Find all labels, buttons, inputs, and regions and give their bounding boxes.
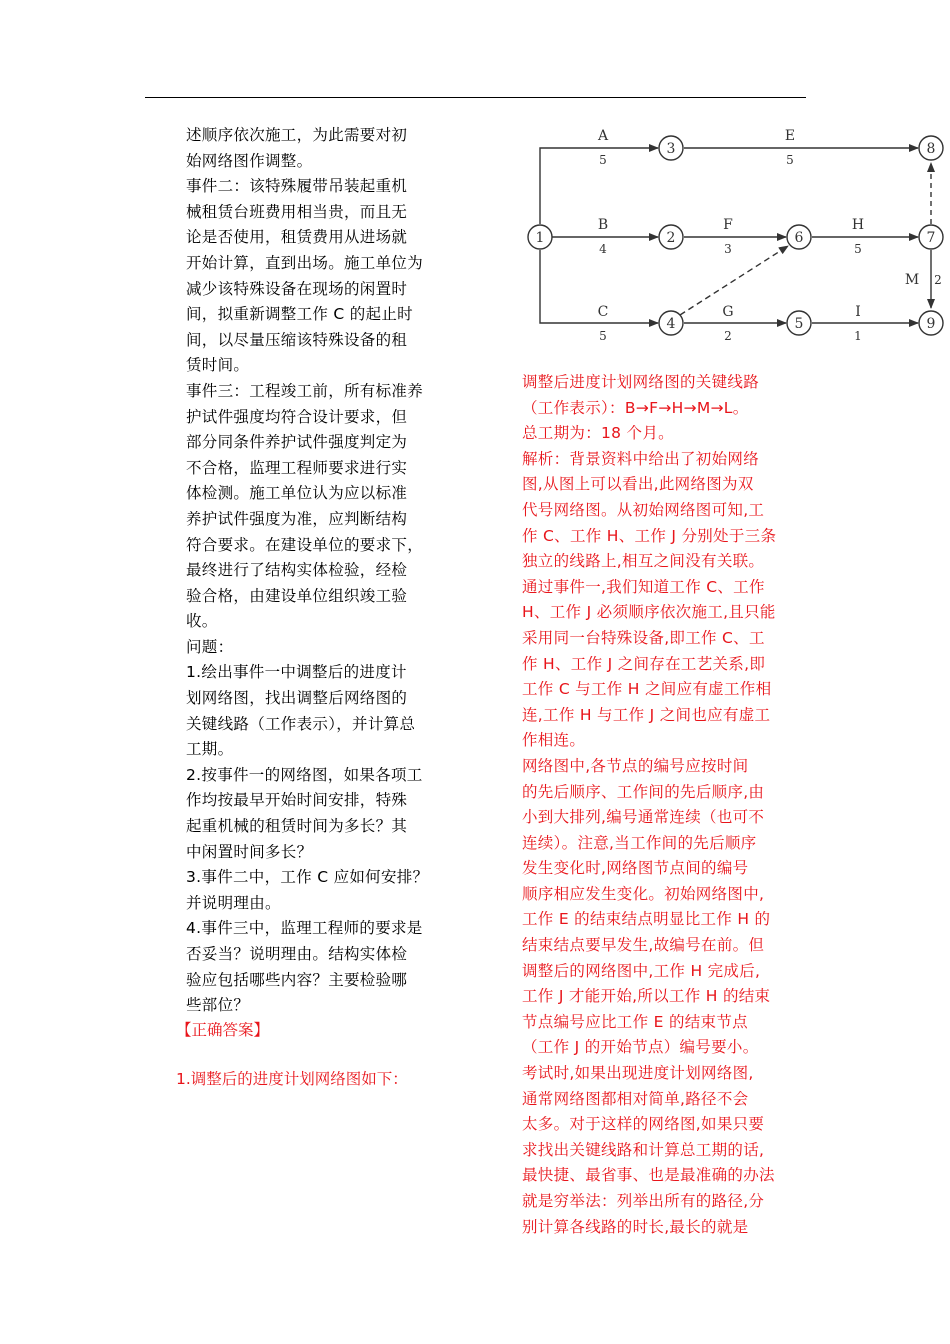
node-label: 6 bbox=[794, 230, 804, 246]
activity-name-label: E bbox=[784, 128, 796, 144]
left-text-line: 3.事件二中，工作 C 应如何安排？ bbox=[186, 868, 429, 887]
header-rule bbox=[145, 97, 806, 98]
right-text-line: 调整后的网络图中,工作 H 完成后, bbox=[522, 961, 761, 980]
activity-name-label: I bbox=[855, 304, 861, 320]
activity-duration-label: 5 bbox=[599, 153, 607, 167]
node-label: 4 bbox=[666, 316, 676, 332]
left-text-line: 部分同条件养护试件强度判定为 bbox=[186, 433, 408, 452]
right-text-line: 独立的线路上,相互之间没有关联。 bbox=[522, 552, 765, 571]
activity-duration-label: 2 bbox=[934, 273, 942, 287]
right-text-line: 求找出关键线路和计算总工期的话, bbox=[522, 1140, 765, 1159]
left-text-line: 符合要求。在建设单位的要求下， bbox=[186, 535, 424, 554]
activity-name-label: B bbox=[597, 217, 609, 233]
left-text-line: 划网络图，找出调整后网络图的 bbox=[186, 689, 408, 708]
activity-duration-label: 3 bbox=[724, 242, 732, 256]
activity-name-label: C bbox=[597, 304, 609, 320]
right-text-line: 调整后进度计划网络图的关键线路 bbox=[522, 373, 760, 391]
right-text-line: 的先后顺序、工作间的先后顺序,由 bbox=[522, 782, 765, 801]
left-text-line: 械租赁台班费用相当贵，而且无 bbox=[186, 202, 408, 221]
left-text-line: 间，拟重新调整工作 C 的起止时 bbox=[186, 305, 413, 324]
right-text-line: 采用同一台特殊设备,即工作 C、工 bbox=[522, 628, 765, 647]
right-text-line: 通常网络图都相对简单,路径不会 bbox=[522, 1089, 749, 1108]
left-text-line: 体检测。施工单位认为应以标准 bbox=[186, 484, 408, 503]
left-text-line: 验应包括哪些内容？主要检验哪 bbox=[186, 970, 408, 989]
activity-name-label: M bbox=[904, 272, 920, 288]
left-text-line: 关键线路（工作表示），并计算总 bbox=[186, 714, 416, 733]
right-text-line: 就是穷举法：列举出所有的路径,分 bbox=[522, 1192, 765, 1210]
left-text-line: 中闲置时间多长？ bbox=[186, 842, 313, 861]
right-text-line: （工作 J 的开始节点）编号要小。 bbox=[522, 1038, 759, 1057]
right-text-line: 考试时,如果出现进度计划网络图, bbox=[522, 1064, 754, 1083]
left-text-line: 些部位？ bbox=[186, 996, 250, 1015]
activity-name-label: H bbox=[851, 217, 865, 233]
left-text-line: 减少该特殊设备在现场的闲置时 bbox=[186, 279, 408, 298]
left-text-column bbox=[186, 123, 434, 1019]
right-text-line: 工作 J 才能开始,所以工作 H 的结束 bbox=[522, 987, 771, 1006]
left-text-line: 最终进行了结构实体检验，经检 bbox=[186, 561, 408, 580]
left-text-line: 赁时间。 bbox=[186, 356, 250, 375]
right-text-line: 发生变化时,网络图节点间的编号 bbox=[522, 859, 749, 878]
left-text-line: 收。 bbox=[186, 612, 218, 631]
left-text-line: 工期。 bbox=[186, 740, 234, 759]
activity-duration-label: 2 bbox=[724, 329, 732, 343]
answer-1-text: 1.调整后的进度计划网络图如下： bbox=[176, 1070, 408, 1088]
right-text-line: 工作 E 的结束结点明显比工作 H 的 bbox=[522, 910, 771, 929]
activity-name-label: G bbox=[722, 304, 734, 320]
right-text-line: 别计算各线路的时长,最长的就是 bbox=[522, 1217, 749, 1236]
right-text-line: 太多。对于这样的网络图,如果只要 bbox=[522, 1115, 765, 1134]
right-text-line: 作 C、工作 H、工作 J 分别处于三条 bbox=[522, 526, 777, 545]
right-text-line: 连续）。注意,当工作间的先后顺序 bbox=[522, 833, 757, 852]
node-label: 1 bbox=[535, 230, 545, 246]
right-text-line: 节点编号应比工作 E 的结束节点 bbox=[522, 1012, 748, 1031]
node-label: 3 bbox=[666, 141, 676, 157]
left-text-line: 4.事件三中，监理工程师的要求是 bbox=[186, 919, 423, 938]
activity-name-label: F bbox=[723, 217, 733, 233]
activity-duration-label: 5 bbox=[786, 153, 794, 167]
right-text-line: 连,工作 H 与工作 J 之间也应有虚工 bbox=[522, 705, 771, 724]
left-text-line: 验合格，由建设单位组织竣工验 bbox=[186, 586, 408, 605]
left-text-line: 否妥当？说明理由。结构实体检 bbox=[186, 945, 408, 963]
activity-duration-label: 5 bbox=[599, 329, 607, 343]
activity-name-label: A bbox=[597, 128, 609, 144]
left-text-line: 始网络图作调整。 bbox=[186, 151, 313, 170]
left-text-line: 间，以尽量压缩该特殊设备的租 bbox=[186, 330, 408, 349]
right-text-line: 小到大排列,编号通常连续（也可不 bbox=[522, 808, 765, 827]
node-label: 2 bbox=[666, 230, 676, 246]
left-text-line: 开始计算，直到出场。施工单位为 bbox=[186, 253, 424, 272]
activity-duration-label: 4 bbox=[599, 242, 607, 256]
right-text-line: （工作表示）：B→F→H→M→L。 bbox=[522, 398, 749, 417]
right-text-line: H、工作 J 必须顺序依次施工,且只能 bbox=[522, 603, 776, 622]
right-text-line: 最快捷、最省事、也是最准确的办法 bbox=[522, 1166, 775, 1185]
left-text-line: 并说明理由。 bbox=[186, 893, 281, 912]
activity-duration-label: 1 bbox=[854, 329, 862, 343]
right-text-line: 结束结点要早发生,故编号在前。但 bbox=[522, 936, 765, 955]
left-text-line: 事件二：该特殊履带吊装起重机 bbox=[186, 177, 408, 196]
node-label: 7 bbox=[926, 230, 936, 246]
left-text-line: 2.按事件一的网络图，如果各项工 bbox=[186, 765, 423, 784]
right-text-line: 作相连。 bbox=[522, 731, 586, 750]
left-text-line: 述顺序依次施工，为此需要对初 bbox=[186, 126, 408, 144]
network-diagram bbox=[518, 118, 950, 348]
left-text-line: 养护试件强度为准，应判断结构 bbox=[186, 509, 408, 528]
left-text-line: 作均按最早开始时间安排，特殊 bbox=[186, 791, 408, 810]
left-text-line: 护试件强度均符合设计要求，但 bbox=[186, 407, 408, 426]
right-text-line: 通过事件一,我们知道工作 C、工作 bbox=[522, 577, 765, 596]
left-text-line: 起重机械的租赁时间为多长？其 bbox=[186, 817, 408, 836]
right-text-line: 总工期为：18 个月。 bbox=[522, 424, 674, 443]
left-text-line: 1.绘出事件一中调整后的进度计 bbox=[186, 663, 407, 682]
right-text-line: 工作 C 与工作 H 之间应有虚工作相 bbox=[522, 680, 772, 699]
left-text-line: 不合格，监理工程师要求进行实 bbox=[186, 458, 408, 477]
right-text-line: 作 H、工作 J 之间存在工艺关系,即 bbox=[522, 654, 766, 673]
right-text-line: 解析：背景资料中给出了初始网络 bbox=[522, 449, 760, 468]
right-text-line: 网络图中,各节点的编号应按时间 bbox=[522, 756, 749, 775]
node-label: 5 bbox=[794, 316, 804, 332]
right-text-column bbox=[522, 370, 780, 1240]
answer-heading: 【正确答案】 bbox=[176, 1021, 270, 1039]
node-label: 9 bbox=[926, 316, 936, 332]
node-label: 8 bbox=[926, 141, 936, 157]
right-text-line: 顺序相应发生变化。初始网络图中, bbox=[522, 884, 765, 903]
right-text-line: 图,从图上可以看出,此网络图为双 bbox=[522, 475, 754, 494]
activity-duration-label: 5 bbox=[854, 242, 862, 256]
left-text-line: 问题： bbox=[186, 637, 234, 656]
left-text-line: 论是否使用，租赁费用从进场就 bbox=[186, 228, 408, 247]
left-text-line: 事件三：工程竣工前，所有标准养 bbox=[186, 381, 424, 400]
dummy-edge-4-6 bbox=[680, 246, 788, 315]
right-text-line: 代号网络图。从初始网络图可知,工 bbox=[522, 500, 765, 519]
